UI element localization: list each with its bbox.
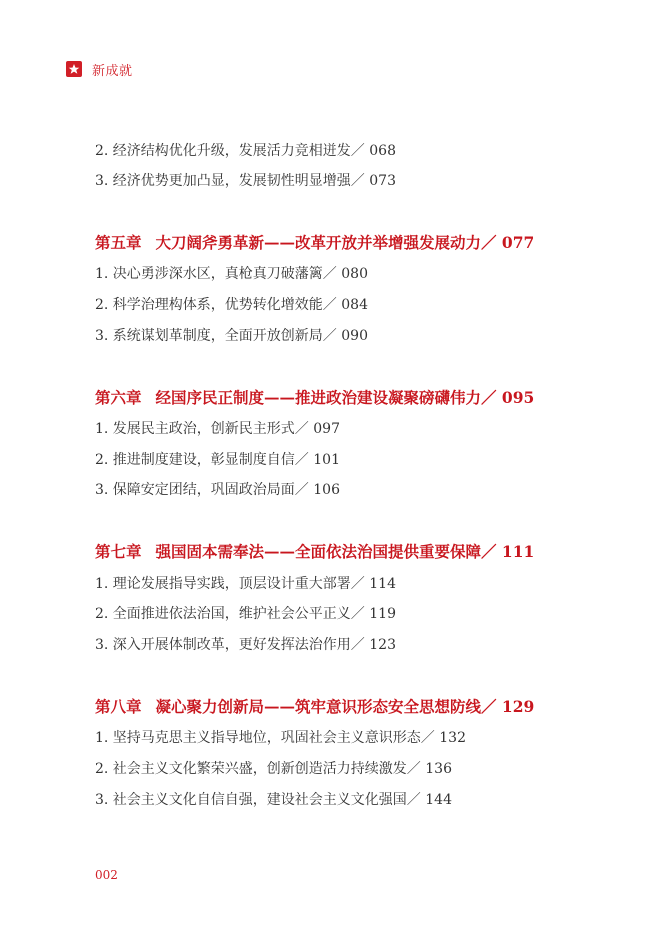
running-header bbox=[66, 60, 133, 78]
toc-entry: 3. 经济优势更加凸显，发展韧性明显增强／ 073 bbox=[95, 173, 396, 189]
chapter-heading bbox=[95, 233, 534, 253]
chapter-number: 第六章 bbox=[95, 388, 142, 407]
chapter-number: 第七章 bbox=[95, 542, 142, 561]
toc-entry: 3. 系统谋划革制度，全面开放创新局／ 090 bbox=[95, 328, 368, 344]
toc-entry: 2. 全面推进依法治国，维护社会公平正义／ 119 bbox=[95, 606, 396, 622]
toc-entry: 2. 社会主义文化繁荣兴盛，创新创造活力持续激发／ 136 bbox=[95, 761, 452, 777]
header-title: 新成就 bbox=[92, 63, 133, 79]
toc-entry: 1. 发展民主政治，创新民主形式／ 097 bbox=[95, 421, 340, 437]
page-number: 002 bbox=[95, 868, 118, 882]
toc-entry: 2. 经济结构优化升级，发展活力竞相迸发／ 068 bbox=[95, 143, 396, 159]
chapter-heading bbox=[95, 542, 534, 562]
toc-entry: 1. 坚持马克思主义指导地位，巩固社会主义意识形态／ 132 bbox=[95, 730, 466, 746]
star-icon bbox=[66, 61, 82, 77]
toc-entry: 2. 科学治理构体系，优势转化增效能／ 084 bbox=[95, 297, 368, 313]
chapter-number: 第五章 bbox=[95, 233, 142, 252]
toc-entry: 2. 推进制度建设，彰显制度自信／ 101 bbox=[95, 452, 340, 468]
chapter-heading bbox=[95, 388, 534, 408]
toc-entry: 3. 深入开展体制改革，更好发挥法治作用／ 123 bbox=[95, 637, 396, 653]
toc-entry: 1. 理论发展指导实践，顶层设计重大部署／ 114 bbox=[95, 576, 396, 592]
chapter-title: 大刀阔斧勇革新——改革开放并举增强发展动力／ 077 bbox=[155, 233, 535, 252]
toc-entry: 3. 社会主义文化自信自强，建设社会主义文化强国／ 144 bbox=[95, 792, 452, 808]
chapter-number: 第八章 bbox=[95, 697, 142, 716]
chapter-title: 经国序民正制度——推进政治建设凝聚磅礴伟力／ 095 bbox=[155, 388, 535, 407]
chapter-title: 凝心聚力创新局——筑牢意识形态安全思想防线／ 129 bbox=[155, 697, 535, 716]
toc-entry: 1. 决心勇涉深水区，真枪真刀破藩篱／ 080 bbox=[95, 266, 368, 282]
toc-entry: 3. 保障安定团结，巩固政治局面／ 106 bbox=[95, 482, 340, 498]
chapter-heading bbox=[95, 697, 534, 717]
chapter-title: 强国固本需奉法——全面依法治国提供重要保障／ 111 bbox=[155, 542, 535, 561]
